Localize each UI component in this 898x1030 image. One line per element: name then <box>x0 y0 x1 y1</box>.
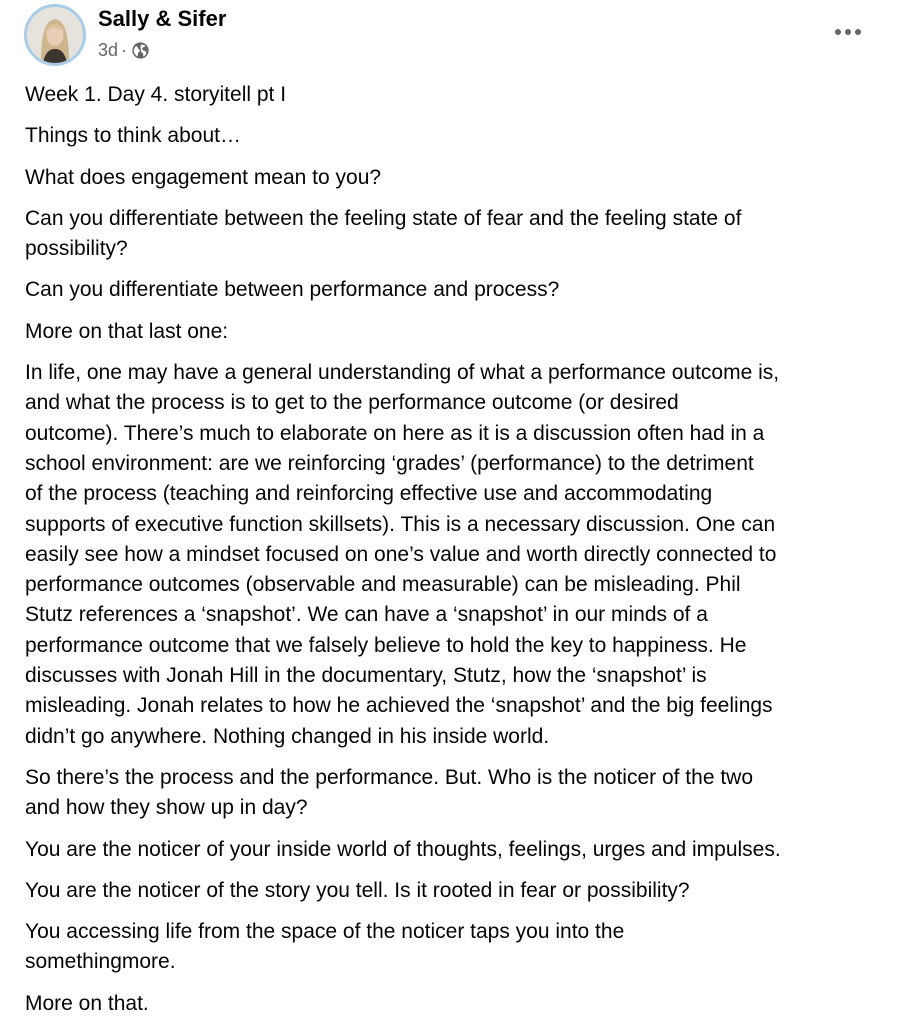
globe-icon[interactable] <box>131 41 150 60</box>
post-meta <box>98 38 150 62</box>
post-paragraph: So there’s the process and the performance. But. Who is the noticer of the two and how they show up in day? <box>25 765 754 820</box>
post-paragraph: What does engagement mean to you? <box>25 165 382 189</box>
post-paragraph: Things to think about… <box>25 124 241 148</box>
more-options-button[interactable] <box>828 20 868 44</box>
more-horizontal-icon <box>834 28 862 36</box>
post-text <box>25 80 885 1030</box>
post-paragraph: More on that. <box>25 991 149 1015</box>
post-paragraph: You are the noticer of the story you tell. Is it rooted in fear or possibility? <box>25 878 690 902</box>
post-paragraph: You are the noticer of your inside world of thoughts, feelings, urges and impulses. <box>25 837 781 861</box>
author-name[interactable]: Sally & Sifer <box>98 6 227 31</box>
post-paragraph: Can you differentiate between the feeling state of fear and the feeling state of possibility? <box>25 206 742 261</box>
avatar-photo <box>27 7 83 63</box>
post-paragraph: You accessing life from the space of the noticer taps you into the somethingmore. <box>25 920 625 974</box>
post-paragraph: Can you differentiate between performance and process? <box>25 278 560 302</box>
post-paragraph: In life, one may have a general understanding of what a performance outcome is, and what the process is to get to the performance outcome (or desired outcome). There’s much to elaborate on here as it is a discussion often had in a school environment: are we reinforcing ‘grades’ (performance) to the detriment of the process (teaching and reinforcing effective use and accommodating supports of executive function skillsets). This is a necessary discussion. One can easily see how a mindset focused on one’s value and worth directly connected to performance outcomes (observable and measurable) can be misleading. Phil Stutz references a ‘snapshot’. We can have a ‘snapshot’ in our minds of a performance outcome that we falsely believe to hold the key to happiness. He discusses with Jonah Hill in the documentary, Stutz, how the ‘snapshot’ is misleading. Jonah relates to how he achieved the ‘snapshot’ and the big feelings didn’t go anywhere. Nothing changed in his inside world. <box>25 361 780 748</box>
avatar[interactable] <box>24 4 86 66</box>
post-header <box>0 0 898 80</box>
post-timestamp[interactable]: 3d <box>98 39 119 60</box>
post-paragraph: Week 1. Day 4. storyitell pt I <box>25 83 287 106</box>
meta-separator: · <box>121 39 128 60</box>
post-paragraph: More on that last one: <box>25 319 229 343</box>
